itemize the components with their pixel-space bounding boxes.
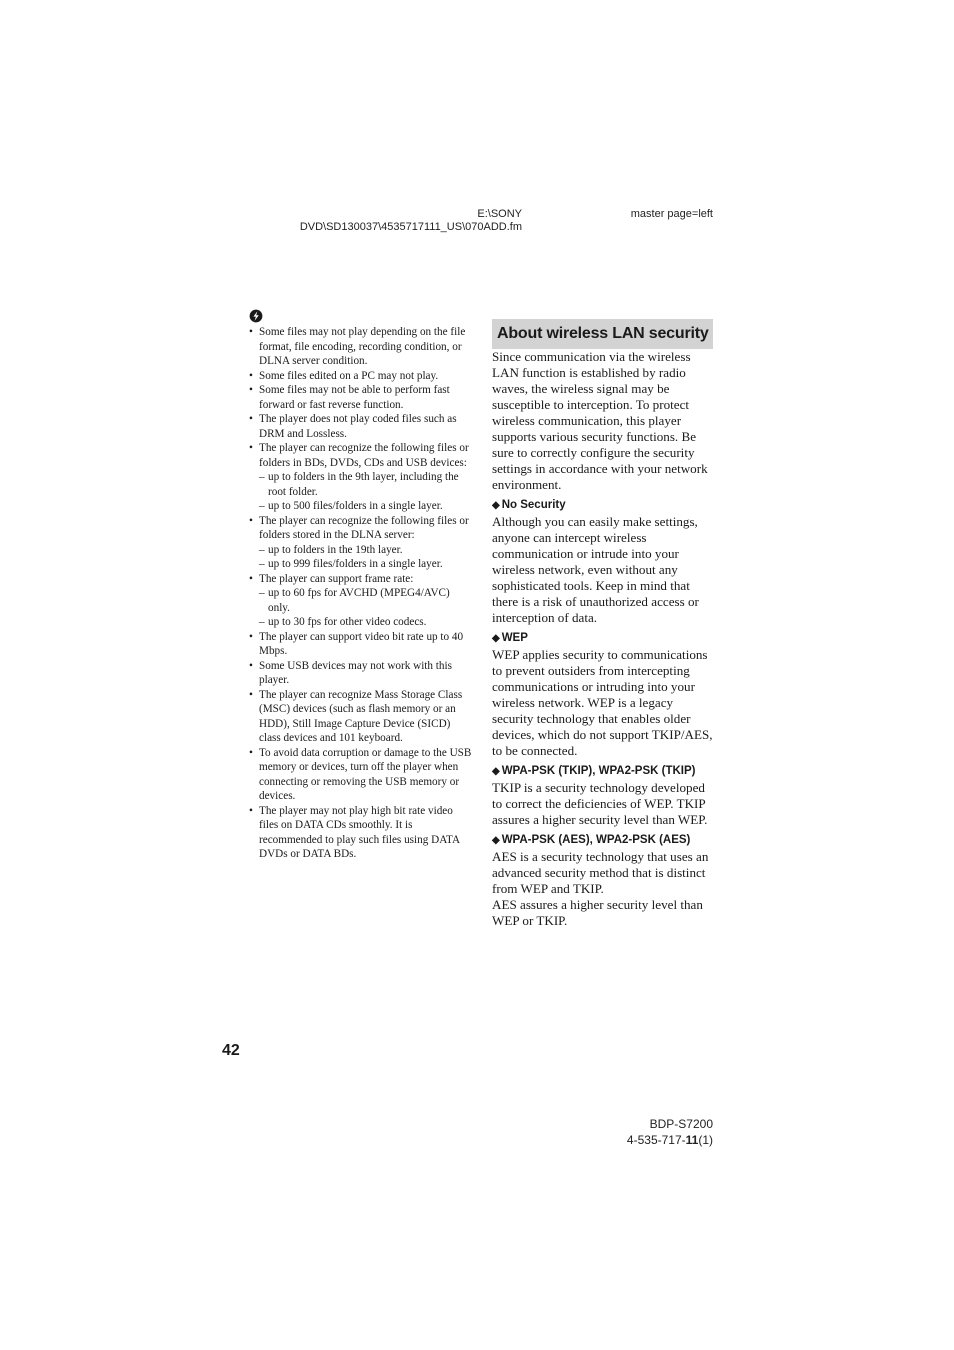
- tip-icon: [249, 309, 263, 323]
- list-item: • Some files may not play depending on the file format, file encoding, recording condition, or DLNA server condition.: [249, 325, 473, 369]
- diamond-icon: ◆: [492, 500, 500, 511]
- list-item: • Some files may not be able to perform fast forward or fast reverse function.: [249, 383, 473, 412]
- aes-heading: ◆ WPA-PSK (AES), WPA2-PSK (AES): [492, 832, 713, 849]
- wireless-security-column: [492, 319, 713, 929]
- no-security-body: Although you can easily make settings, anyone can intercept wireless communication or intrude into your wireless network, even without any sophisticated tools. Keep in mind that there is a risk of unauthorized access or interception of data.: [492, 514, 699, 625]
- header-master-page: master page=left: [630, 208, 713, 220]
- sub-list-item: – up to 30 fps for other video codecs.: [259, 615, 473, 630]
- header-file-path: [270, 208, 522, 234]
- notes-list: [249, 325, 473, 862]
- sub-list-item: – up to folders in the 9th layer, including the root folder.: [259, 470, 473, 499]
- list-item: • The player does not play coded files such as DRM and Lossless.: [249, 412, 473, 441]
- header-path-line2: DVD\SD130037\4535717111_US\070ADD.fm: [299, 221, 522, 233]
- list-item: • Some USB devices may not work with this player.: [249, 659, 473, 688]
- intro-paragraph: Since communication via the wireless LAN function is established by radio waves, the wireless signal may be susceptible to interception. To protect wireless communication, this player supports various security functions. Be sure to correctly configure the security settings in accordance with your network environment.: [492, 349, 708, 492]
- sub-list: [259, 470, 473, 514]
- list-item: • To avoid data corruption or damage to the USB memory or devices, turn off the player when connecting or removing the USB memory or devices.: [249, 746, 473, 804]
- aes-body-2: AES assures a higher security level than WEP or TKIP.: [492, 897, 703, 928]
- footer: [560, 1116, 713, 1148]
- wep-heading: ◆ WEP: [492, 630, 713, 647]
- section-title: About wireless LAN security: [492, 319, 713, 349]
- diamond-icon: ◆: [492, 766, 500, 777]
- list-item: • The player may not play high bit rate video files on DATA CDs smoothly. It is recommended to play such files using DATA DVDs or DATA BDs.: [249, 804, 473, 862]
- footer-model: BDP-S7200: [649, 1117, 713, 1131]
- tkip-body: TKIP is a security technology developed to correct the deficiencies of WEP. TKIP assures a higher security level than WEP.: [492, 780, 708, 827]
- diamond-icon: ◆: [492, 835, 500, 846]
- diamond-icon: ◆: [492, 633, 500, 644]
- list-item: • The player can support frame rate: – up to 60 fps for AVCHD (MPEG4/AVC) only. – up to 30 fps for other video codecs.: [249, 572, 473, 630]
- sub-list-item: – up to 999 files/folders in a single layer.: [259, 557, 473, 572]
- no-security-heading: ◆ No Security: [492, 497, 713, 514]
- list-item: • The player can recognize the following files or folders stored in the DLNA server: – up to folders in the 19th layer. – up to 999 files/folders in a single layer.: [249, 514, 473, 572]
- sub-list: [259, 543, 473, 572]
- list-item: • The player can recognize Mass Storage Class (MSC) devices (such as flash memory or an HDD), Still Image Capture Device (SICD) class devices and 101 keyboard.: [249, 688, 473, 746]
- list-item: • The player can recognize the following files or folders in BDs, DVDs, CDs and USB devices: – up to folders in the 9th layer, including the root folder. – up to 500 files/folders in a single layer.: [249, 441, 473, 514]
- sub-list-item: – up to 60 fps for AVCHD (MPEG4/AVC) only.: [259, 586, 473, 615]
- sub-list-item: – up to 500 files/folders in a single layer.: [259, 499, 473, 514]
- tkip-heading: ◆ WPA-PSK (TKIP), WPA2-PSK (TKIP): [492, 763, 713, 780]
- wep-body: WEP applies security to communications to prevent outsiders from intercepting communications or intruding into your wireless network. WEP is a legacy security technology that enables older devices, which do not support TKIP/AES, to be connected.: [492, 647, 713, 758]
- list-item: • The player can support video bit rate up to 40 Mbps.: [249, 630, 473, 659]
- header-path-line1: E:\SONY: [477, 208, 522, 220]
- aes-body-1: AES is a security technology that uses an advanced security method that is distinct from WEP and TKIP.: [492, 849, 709, 896]
- sub-list-item: – up to folders in the 19th layer.: [259, 543, 473, 558]
- footer-part-number: 4-535-717-11(1): [626, 1133, 713, 1147]
- page-number: 42: [222, 1042, 240, 1059]
- sub-list: [259, 586, 473, 630]
- list-item: • Some files edited on a PC may not play.: [249, 369, 473, 384]
- notes-column: [249, 309, 473, 862]
